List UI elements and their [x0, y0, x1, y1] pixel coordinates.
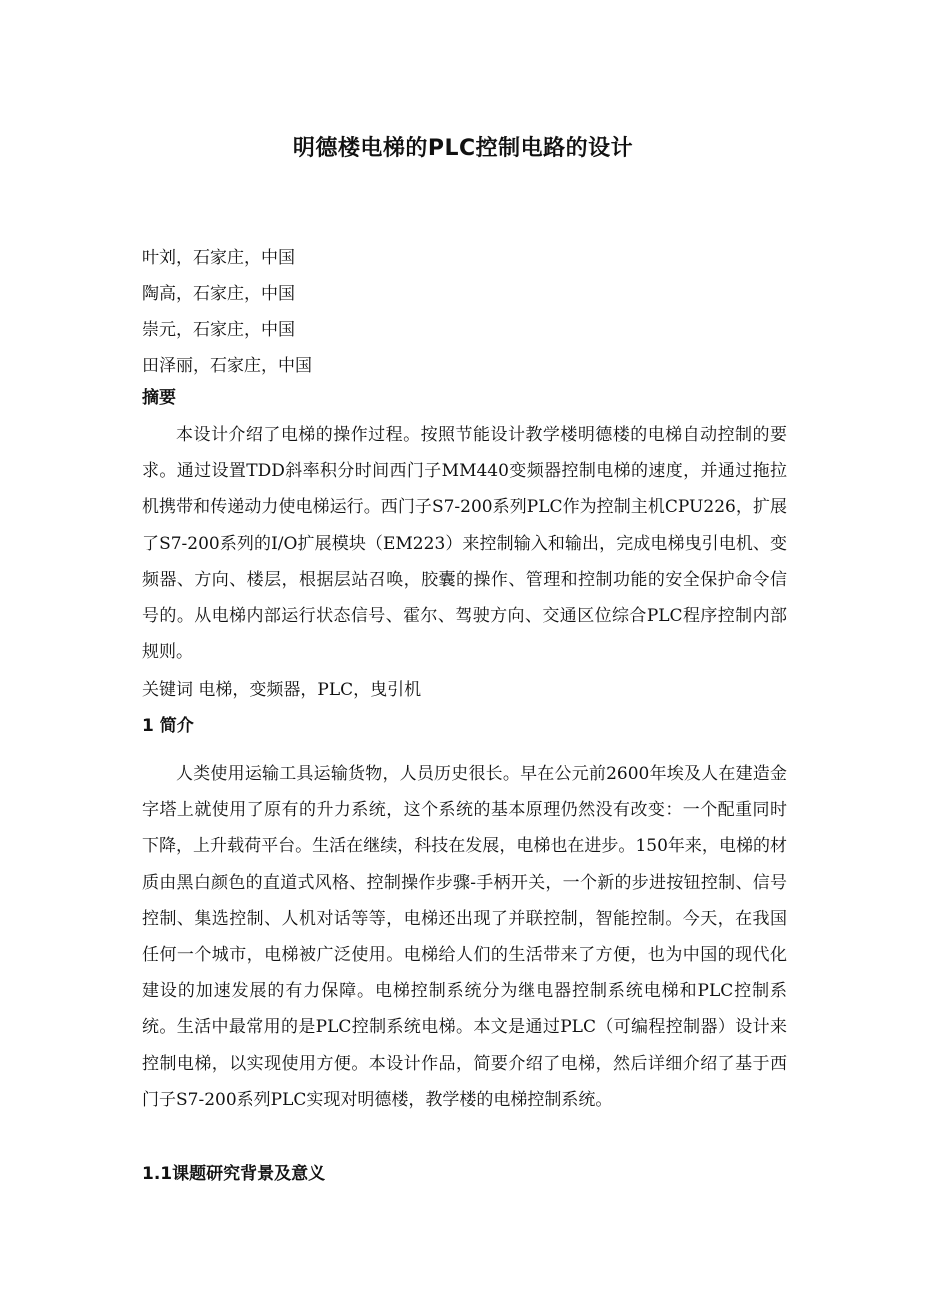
- abstract-heading: 摘要: [142, 388, 176, 408]
- abstract-paragraph: 本设计介绍了电梯的操作过程。按照节能设计教学楼明德楼的电梯自动控制的要求。通过设置TDD斜率积分时间西门子MM440变频器控制电梯的速度，并通过拖拉机携带和传递动力使电梯运行。西门子S7-200系列PLC作为控制主机CPU226，扩展了S7-200系列的I/O扩展模块（EM223）来控制输入和输出，完成电梯曳引电机、变频器、方向、楼层，根据层站召唤，胶囊的操作、管理和控制功能的安全保护命令信号的。从电梯内部运行状态信号、霍尔、驾驶方向、交通区位综合PLC程序控制内部规则。: [142, 425, 787, 663]
- author-line: 崇元，石家庄，中国: [142, 320, 295, 340]
- keywords-line: 关键词 电梯，变频器，PLC，曳引机: [142, 680, 422, 700]
- section-1-heading: 1 简介: [142, 716, 194, 736]
- author-line: 陶高，石家庄，中国: [142, 284, 295, 304]
- section-1-paragraph: 人类使用运输工具运输货物，人员历史很长。早在公元前2600年埃及人在建造金字塔上就使用了原有的升力系统，这个系统的基本原理仍然没有改变：一个配重同时下降，上升载荷平台。生活在继续，科技在发展，电梯也在进步。150年来，电梯的材质由黑白颜色的直道式风格、控制操作步骤-手柄开关，一个新的步进按钮控制、信号控制、集选控制、人机对话等等，电梯还出现了并联控制，智能控制。今天，在我国任何一个城市，电梯被广泛使用。电梯给人们的生活带来了方便，也为中国的现代化建设的加速发展的有力保障。电梯控制系统分为继电器控制系统电梯和PLC控制系统。生活中最常用的是PLC控制系统电梯。本文是通过PLC（可编程控制器）设计来控制电梯，以实现使用方便。本设计作品，简要介绍了电梯，然后详细介绍了基于西门子S7-200系列PLC实现对明德楼，教学楼的电梯控制系统。: [142, 764, 787, 1110]
- author-list: [142, 240, 312, 384]
- author-line: 田泽丽，石家庄，中国: [142, 356, 312, 376]
- author-line: 叶刘，石家庄，中国: [142, 248, 295, 268]
- subsection-1-1-heading: 1.1课题研究背景及意义: [142, 1164, 326, 1184]
- paper-title: 明德楼电梯的PLC控制电路的设计: [292, 136, 634, 161]
